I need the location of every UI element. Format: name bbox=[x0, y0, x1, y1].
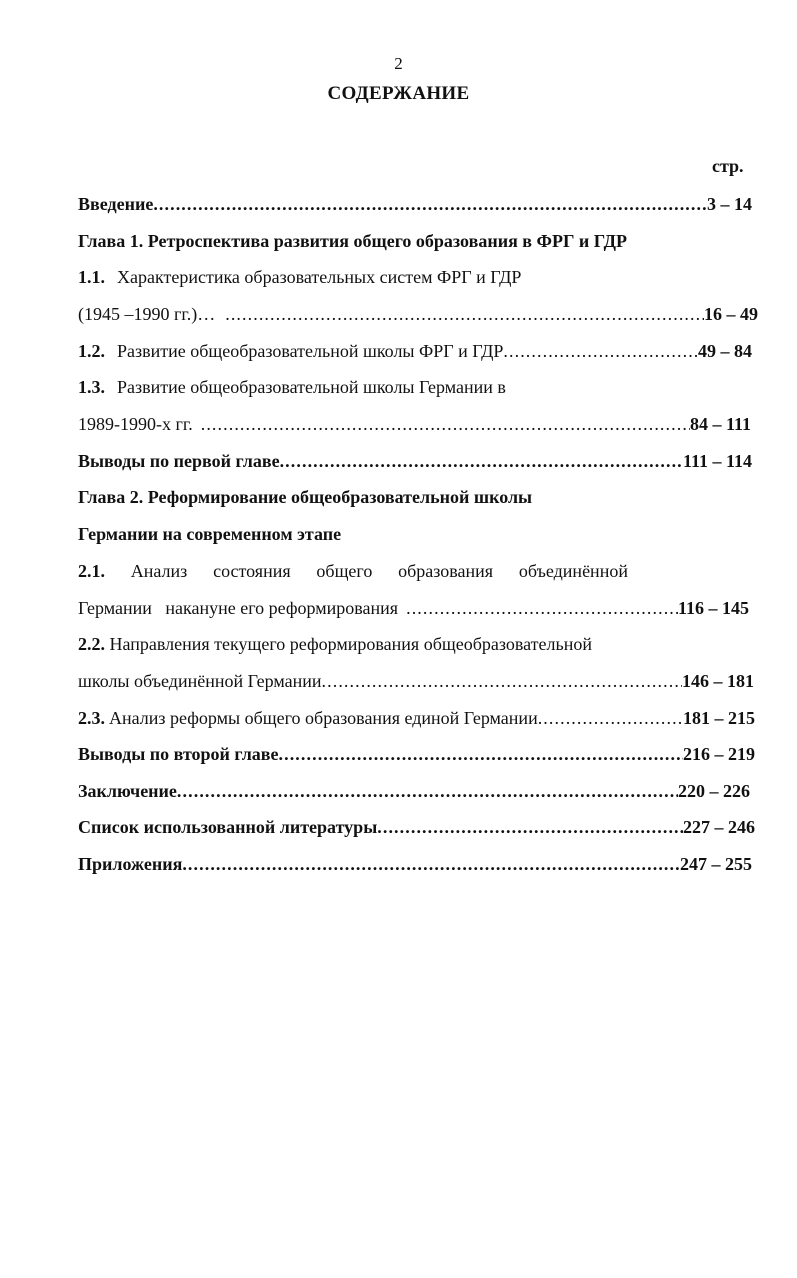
dot-leader bbox=[279, 742, 684, 766]
toc-pages: 227 – 246 bbox=[683, 817, 755, 837]
toc-section-number: 1.1. bbox=[78, 267, 105, 287]
dot-leader bbox=[538, 706, 683, 730]
toc-label: Анализ реформы общего образования единой Германии bbox=[109, 708, 538, 728]
toc-word: объединённой bbox=[518, 561, 628, 581]
toc-word: состояния bbox=[213, 561, 291, 581]
toc-entry-conclusions-2 bbox=[78, 742, 755, 766]
toc-entry-appendices bbox=[78, 852, 752, 876]
toc-label: Выводы по второй главе bbox=[78, 744, 279, 764]
toc-pages: 3 – 14 bbox=[707, 194, 752, 214]
toc-entry-2-2-line1 bbox=[78, 632, 592, 656]
toc-entry-2-2-line2 bbox=[78, 669, 754, 693]
toc-section-number: 2.2. bbox=[78, 634, 105, 654]
toc-entry-conclusion bbox=[78, 779, 750, 803]
toc-entry-1-3-line1 bbox=[78, 375, 506, 399]
dot-leader bbox=[406, 596, 678, 620]
toc-pages: 146 – 181 bbox=[682, 671, 754, 691]
toc-pages: 84 – 111 bbox=[689, 414, 751, 434]
toc-pages: 216 – 219 bbox=[683, 744, 755, 764]
toc-pages: 220 – 226 bbox=[678, 781, 750, 801]
toc-entry-2-3 bbox=[78, 706, 755, 730]
toc-label: Германии накануне его реформирования bbox=[78, 598, 399, 618]
toc-label: Направления текущего реформирования общеобразовательной bbox=[109, 634, 592, 654]
toc-word: общего bbox=[316, 561, 373, 581]
dot-leader bbox=[177, 779, 678, 803]
page-number: 2 bbox=[394, 54, 403, 73]
toc-section-number: 2.3. bbox=[78, 708, 105, 728]
toc-entry-conclusions-1 bbox=[78, 449, 752, 473]
toc-pages: 116 – 145 bbox=[677, 598, 749, 618]
dot-leader bbox=[225, 302, 704, 326]
toc-pages: 49 – 84 bbox=[698, 341, 752, 361]
toc-word: образования bbox=[398, 561, 494, 581]
dot-leader bbox=[280, 449, 683, 473]
toc-pages: 16 – 49 bbox=[704, 304, 758, 324]
toc-pages: 181 – 215 bbox=[683, 708, 755, 728]
toc-chapter-1-title: Глава 1. Ретроспектива развития общего образования в ФРГ и ГДР bbox=[78, 231, 628, 251]
toc-entry-1-3-line2 bbox=[78, 412, 751, 436]
page-title: СОДЕРЖАНИЕ bbox=[327, 83, 470, 104]
toc-section-number: 2.1. bbox=[78, 561, 105, 581]
toc-label: Характеристика образовательных систем ФРГ и ГДР bbox=[117, 267, 522, 287]
toc-entry-references bbox=[78, 815, 755, 839]
toc-entry-2-1-line1 bbox=[78, 559, 628, 583]
toc-entry-1-2 bbox=[78, 339, 752, 363]
toc-label: Развитие общеобразовательной школы ФРГ и ГДР bbox=[117, 341, 504, 361]
toc-label: Приложения bbox=[78, 854, 183, 874]
dot-leader bbox=[153, 192, 707, 216]
toc-entry-2-1-line2 bbox=[78, 596, 749, 620]
toc-section-number: 1.3. bbox=[78, 377, 105, 397]
toc-entry-1-1-line2 bbox=[78, 302, 758, 326]
pages-column-label: стр. bbox=[712, 156, 744, 176]
toc-label: школы объединённой Германии bbox=[78, 671, 322, 691]
toc-label: Развитие общеобразовательной школы Германии в bbox=[117, 377, 506, 397]
dot-leader bbox=[322, 669, 682, 693]
toc-pages: 111 – 114 bbox=[682, 451, 752, 471]
dot-leader bbox=[201, 412, 690, 436]
toc-section-number: 1.2. bbox=[78, 341, 105, 361]
dot-leader bbox=[182, 852, 680, 876]
toc-chapter-2-title-line1: Глава 2. Реформирование общеобразовательной школы bbox=[78, 487, 533, 507]
toc-label: Список использованной литературы bbox=[78, 817, 378, 837]
dot-leader bbox=[503, 339, 698, 363]
toc-label: (1945 –1990 гг.)… bbox=[78, 304, 216, 324]
toc-label: Выводы по первой главе bbox=[78, 451, 280, 471]
toc-word: Анализ bbox=[130, 561, 188, 581]
toc-label: 1989-1990-х гг. bbox=[78, 414, 193, 434]
toc-chapter-2-title-line2: Германии на современном этапе bbox=[78, 524, 342, 544]
toc-entry-1-1-line1 bbox=[78, 265, 521, 289]
dot-leader bbox=[377, 815, 683, 839]
toc-pages: 247 – 255 bbox=[680, 854, 752, 874]
toc-entry-intro bbox=[78, 192, 752, 216]
toc-label: Заключение bbox=[78, 781, 177, 801]
toc-label: Введение bbox=[78, 194, 154, 214]
